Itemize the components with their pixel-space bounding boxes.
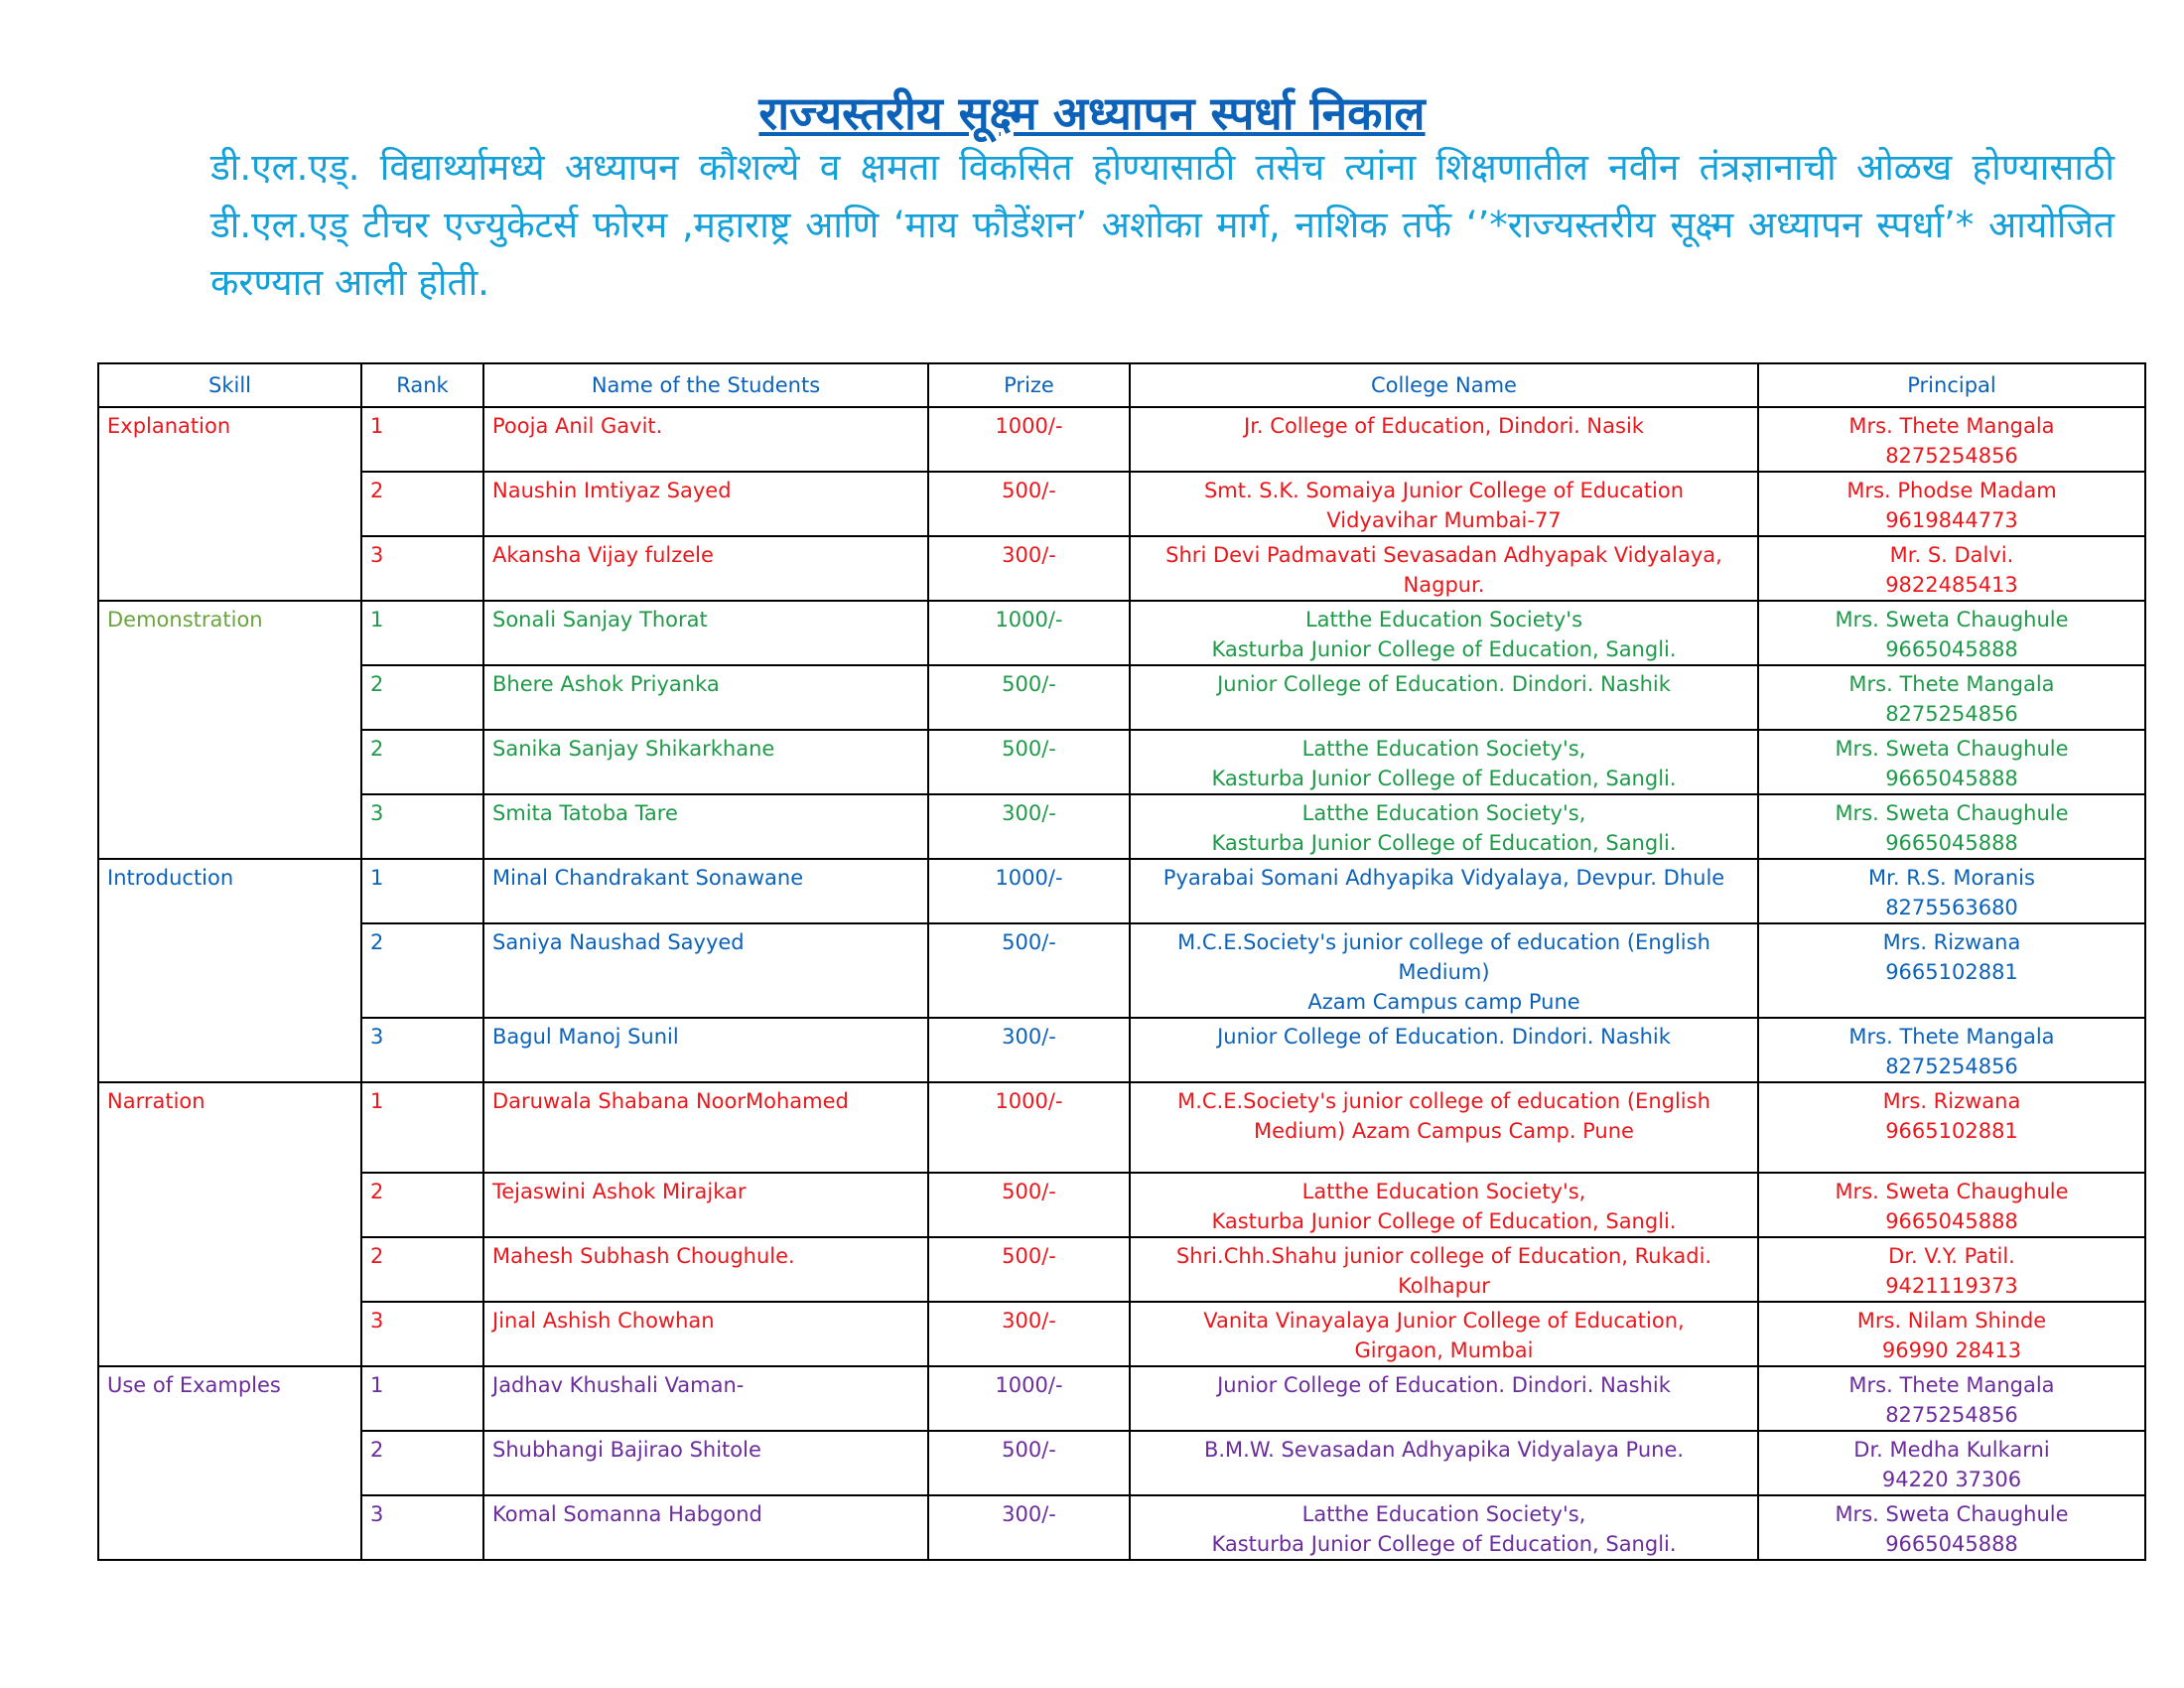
prize-cell: 1000/- [928, 859, 1130, 923]
student-name-cell: Bhere Ashok Priyanka [483, 665, 928, 730]
principal-line: 9665102881 [1885, 960, 2018, 984]
page-title: राज्यस्तरीय सूक्ष्म अध्यापन स्पर्धा निकाल [758, 86, 1426, 140]
rank-cell: 3 [361, 1302, 483, 1366]
results-table-body [98, 407, 2145, 1560]
college-name-line: Junior College of Education. Dindori. Nashik [1217, 1025, 1671, 1049]
header-prize: Prize [928, 363, 1130, 407]
table-row [98, 1237, 2145, 1302]
college-name-cell [1130, 1431, 1758, 1495]
table-row [98, 1018, 2145, 1082]
prize-cell: 300/- [928, 1495, 1130, 1560]
prize-cell: 500/- [928, 472, 1130, 536]
college-name-line: B.M.W. Sevasadan Adhyapika Vidyalaya Pune. [1203, 1438, 1685, 1462]
college-name-line: Smt. S.K. Somaiya Junior College of Education [1203, 479, 1685, 502]
student-name-cell: Tejaswini Ashok Mirajkar [483, 1173, 928, 1237]
principal-cell [1758, 407, 2145, 472]
college-name-cell [1130, 1018, 1758, 1082]
principal-line: 96990 28413 [1881, 1338, 2022, 1362]
college-name-line: Azam Campus camp Pune [1307, 990, 1580, 1014]
college-name-line: M.C.E.Society's junior college of education (English [1177, 930, 1710, 954]
principal-cell [1758, 1302, 2145, 1366]
student-name-cell: Akansha Vijay fulzele [483, 536, 928, 601]
principal-line: 9822485413 [1885, 573, 2018, 597]
college-name-cell [1130, 923, 1758, 1018]
college-name-line: Medium) [1398, 960, 1490, 984]
header-row [98, 363, 2145, 407]
principal-cell [1758, 472, 2145, 536]
student-name-cell: Bagul Manoj Sunil [483, 1018, 928, 1082]
header-college-name: College Name [1130, 363, 1758, 407]
header-principal: Principal [1758, 363, 2145, 407]
prize-cell: 1000/- [928, 407, 1130, 472]
table-row [98, 1173, 2145, 1237]
college-name-cell [1130, 665, 1758, 730]
intro-paragraph: डी.एल.एड्. विद्यार्थ्यामध्ये अध्यापन कौशल्ये व क्षमता विकसित होण्यासाठी तसेच त्यांना शिक्षणातील नवीन तंत्रज्ञानाची ओळख होण्यासाठी डी.एल.एड् टीचर एज्युकेटर्स फोरम ,महाराष्ट्र आणि ‘माय फौडेंशन’ अशोका मार्ग, नाशिक तर्फे ‘’*राज्यस्तरीय सूक्ष्म अध्यापन स्पर्धा’* आयोजित करण्यात आली होती. [210, 146, 2115, 304]
rank-cell: 3 [361, 1495, 483, 1560]
principal-cell [1758, 536, 2145, 601]
rank-cell: 1 [361, 601, 483, 665]
principal-line: 8275254856 [1885, 702, 2018, 726]
principal-line: Mr. R.S. Moranis [1868, 866, 2035, 890]
rank-cell: 2 [361, 1173, 483, 1237]
principal-cell [1758, 923, 2145, 1018]
prize-cell: 500/- [928, 1173, 1130, 1237]
principal-line: Dr. V.Y. Patil. [1888, 1244, 2015, 1268]
college-name-cell [1130, 730, 1758, 794]
college-name-cell [1130, 472, 1758, 536]
principal-line: 9665102881 [1885, 1119, 2018, 1143]
prize-cell: 300/- [928, 1018, 1130, 1082]
prize-cell: 500/- [928, 1431, 1130, 1495]
student-name-cell: Minal Chandrakant Sonawane [483, 859, 928, 923]
college-name-line: Medium) Azam Campus Camp. Pune [1254, 1119, 1634, 1143]
college-name-line: Latthe Education Society's, [1301, 1502, 1586, 1526]
principal-cell [1758, 859, 2145, 923]
prize-cell: 1000/- [928, 1082, 1130, 1173]
prize-cell: 300/- [928, 794, 1130, 859]
student-name-cell: Mahesh Subhash Choughule. [483, 1237, 928, 1302]
prize-cell: 300/- [928, 1302, 1130, 1366]
rank-cell: 3 [361, 536, 483, 601]
principal-line: 9665045888 [1885, 831, 2018, 855]
skill-cell: Explanation [98, 407, 361, 601]
principal-line: Mrs. Sweta Chaughule [1835, 737, 2069, 761]
college-name-line: Kasturba Junior College of Education, Sangli. [1211, 1209, 1677, 1233]
college-name-line: Latthe Education Society's, [1301, 737, 1586, 761]
principal-line: Mrs. Phodse Madam [1846, 479, 2057, 502]
principal-cell [1758, 794, 2145, 859]
principal-cell [1758, 1237, 2145, 1302]
table-row [98, 601, 2145, 665]
student-name-cell: Smita Tatoba Tare [483, 794, 928, 859]
principal-cell [1758, 1018, 2145, 1082]
principal-cell [1758, 730, 2145, 794]
principal-line: 94220 37306 [1881, 1468, 2022, 1491]
principal-line: Mrs. Thete Mangala [1848, 414, 2055, 438]
student-name-cell: Jadhav Khushali Vaman- [483, 1366, 928, 1431]
table-row [98, 730, 2145, 794]
principal-line: 9665045888 [1885, 637, 2018, 661]
table-row [98, 923, 2145, 1018]
college-name-cell [1130, 1302, 1758, 1366]
table-row [98, 665, 2145, 730]
college-name-cell [1130, 794, 1758, 859]
college-name-cell [1130, 536, 1758, 601]
rank-cell: 1 [361, 859, 483, 923]
college-name-cell [1130, 1082, 1758, 1173]
table-row [98, 1495, 2145, 1560]
table-row [98, 472, 2145, 536]
principal-line: 9665045888 [1885, 767, 2018, 790]
skill-cell: Demonstration [98, 601, 361, 859]
table-row [98, 1431, 2145, 1495]
rank-cell: 2 [361, 665, 483, 730]
principal-cell [1758, 1173, 2145, 1237]
header-skill: Skill [98, 363, 361, 407]
rank-cell: 1 [361, 1082, 483, 1173]
student-name-cell: Naushin Imtiyaz Sayed [483, 472, 928, 536]
prize-cell: 300/- [928, 536, 1130, 601]
principal-line: Dr. Medha Kulkarni [1853, 1438, 2050, 1462]
college-name-line: M.C.E.Society's junior college of education (English [1177, 1089, 1710, 1113]
college-name-cell [1130, 859, 1758, 923]
principal-cell [1758, 1431, 2145, 1495]
rank-cell: 3 [361, 1018, 483, 1082]
college-name-line: Junior College of Education. Dindori. Nashik [1217, 672, 1671, 696]
principal-line: 8275563680 [1885, 896, 2018, 919]
table-row [98, 1082, 2145, 1173]
college-name-line: Latthe Education Society's [1304, 608, 1583, 632]
table-row [98, 407, 2145, 472]
college-name-line: Vanita Vinayalaya Junior College of Education, [1203, 1309, 1685, 1333]
principal-line: 8275254856 [1885, 1055, 2018, 1078]
principal-cell [1758, 665, 2145, 730]
student-name-cell: Saniya Naushad Sayyed [483, 923, 928, 1018]
skill-cell: Introduction [98, 859, 361, 1082]
principal-line: Mr. S. Dalvi. [1889, 543, 2014, 567]
college-name-cell [1130, 407, 1758, 472]
rank-cell: 2 [361, 730, 483, 794]
principal-cell [1758, 1366, 2145, 1431]
rank-cell: 3 [361, 794, 483, 859]
college-name-cell [1130, 1237, 1758, 1302]
rank-cell: 1 [361, 1366, 483, 1431]
college-name-line: Kolhapur [1398, 1274, 1490, 1298]
rank-cell: 1 [361, 407, 483, 472]
college-name-cell [1130, 1495, 1758, 1560]
college-name-line: Kasturba Junior College of Education, Sangli. [1211, 637, 1677, 661]
principal-cell [1758, 1495, 2145, 1560]
principal-cell [1758, 1082, 2145, 1173]
rank-cell: 2 [361, 923, 483, 1018]
principal-line: Mrs. Thete Mangala [1848, 1025, 2055, 1049]
principal-line: 8275254856 [1885, 1403, 2018, 1427]
principal-line: Mrs. Sweta Chaughule [1835, 608, 2069, 632]
student-name-cell: Komal Somanna Habgond [483, 1495, 928, 1560]
header-rank: Rank [361, 363, 483, 407]
principal-line: Mrs. Thete Mangala [1848, 1373, 2055, 1397]
college-name-line: Kasturba Junior College of Education, Sangli. [1211, 831, 1677, 855]
principal-line: Mrs. Sweta Chaughule [1835, 801, 2069, 825]
skill-cell: Narration [98, 1082, 361, 1366]
rank-cell: 2 [361, 472, 483, 536]
college-name-line: Shri.Chh.Shahu junior college of Education, Rukadi. [1175, 1244, 1712, 1268]
college-name-cell [1130, 601, 1758, 665]
principal-line: Mrs. Sweta Chaughule [1835, 1502, 2069, 1526]
principal-line: 9619844773 [1885, 508, 2018, 532]
principal-line: Mrs. Sweta Chaughule [1835, 1180, 2069, 1203]
student-name-cell: Sonali Sanjay Thorat [483, 601, 928, 665]
table-row [98, 1302, 2145, 1366]
student-name-cell: Jinal Ashish Chowhan [483, 1302, 928, 1366]
results-table-header [98, 363, 2145, 407]
results-table [97, 362, 2146, 1561]
prize-cell: 500/- [928, 923, 1130, 1018]
college-name-line: Junior College of Education. Dindori. Nashik [1217, 1373, 1671, 1397]
principal-line: 9665045888 [1885, 1532, 2018, 1556]
prize-cell: 1000/- [928, 601, 1130, 665]
student-name-cell: Pooja Anil Gavit. [483, 407, 928, 472]
principal-line: Mrs. Rizwana [1882, 930, 2021, 954]
college-name-line: Nagpur. [1403, 573, 1485, 597]
student-name-cell: Shubhangi Bajirao Shitole [483, 1431, 928, 1495]
skill-cell: Use of Examples [98, 1366, 361, 1560]
principal-line: 9665045888 [1885, 1209, 2018, 1233]
college-name-line: Jr. College of Education, Dindori. Nasik [1244, 414, 1644, 438]
table-row [98, 794, 2145, 859]
college-name-line: Pyarabai Somani Adhyapika Vidyalaya, Devpur. Dhule [1162, 866, 1725, 890]
student-name-cell: Sanika Sanjay Shikarkhane [483, 730, 928, 794]
header-student-name: Name of the Students [483, 363, 928, 407]
prize-cell: 500/- [928, 730, 1130, 794]
prize-cell: 500/- [928, 665, 1130, 730]
table-row [98, 536, 2145, 601]
college-name-line: Girgaon, Mumbai [1354, 1338, 1534, 1362]
principal-cell [1758, 601, 2145, 665]
prize-cell: 500/- [928, 1237, 1130, 1302]
table-row [98, 859, 2145, 923]
college-name-cell [1130, 1366, 1758, 1431]
college-name-cell [1130, 1173, 1758, 1237]
principal-line: Mrs. Thete Mangala [1848, 672, 2055, 696]
college-name-line: Vidyavihar Mumbai-77 [1326, 508, 1562, 532]
principal-line: Mrs. Nilam Shinde [1856, 1309, 2047, 1333]
college-name-line: Kasturba Junior College of Education, Sangli. [1211, 767, 1677, 790]
college-name-line: Shri Devi Padmavati Sevasadan Adhyapak Vidyalaya, [1165, 543, 1722, 567]
college-name-line: Latthe Education Society's, [1301, 801, 1586, 825]
principal-line: 8275254856 [1885, 444, 2018, 468]
college-name-line: Kasturba Junior College of Education, Sangli. [1211, 1532, 1677, 1556]
college-name-line: Latthe Education Society's, [1301, 1180, 1586, 1203]
student-name-cell: Daruwala Shabana NoorMohamed [483, 1082, 928, 1173]
principal-line: Mrs. Rizwana [1882, 1089, 2021, 1113]
rank-cell: 2 [361, 1237, 483, 1302]
principal-line: 9421119373 [1885, 1274, 2018, 1298]
table-row [98, 1366, 2145, 1431]
rank-cell: 2 [361, 1431, 483, 1495]
prize-cell: 1000/- [928, 1366, 1130, 1431]
